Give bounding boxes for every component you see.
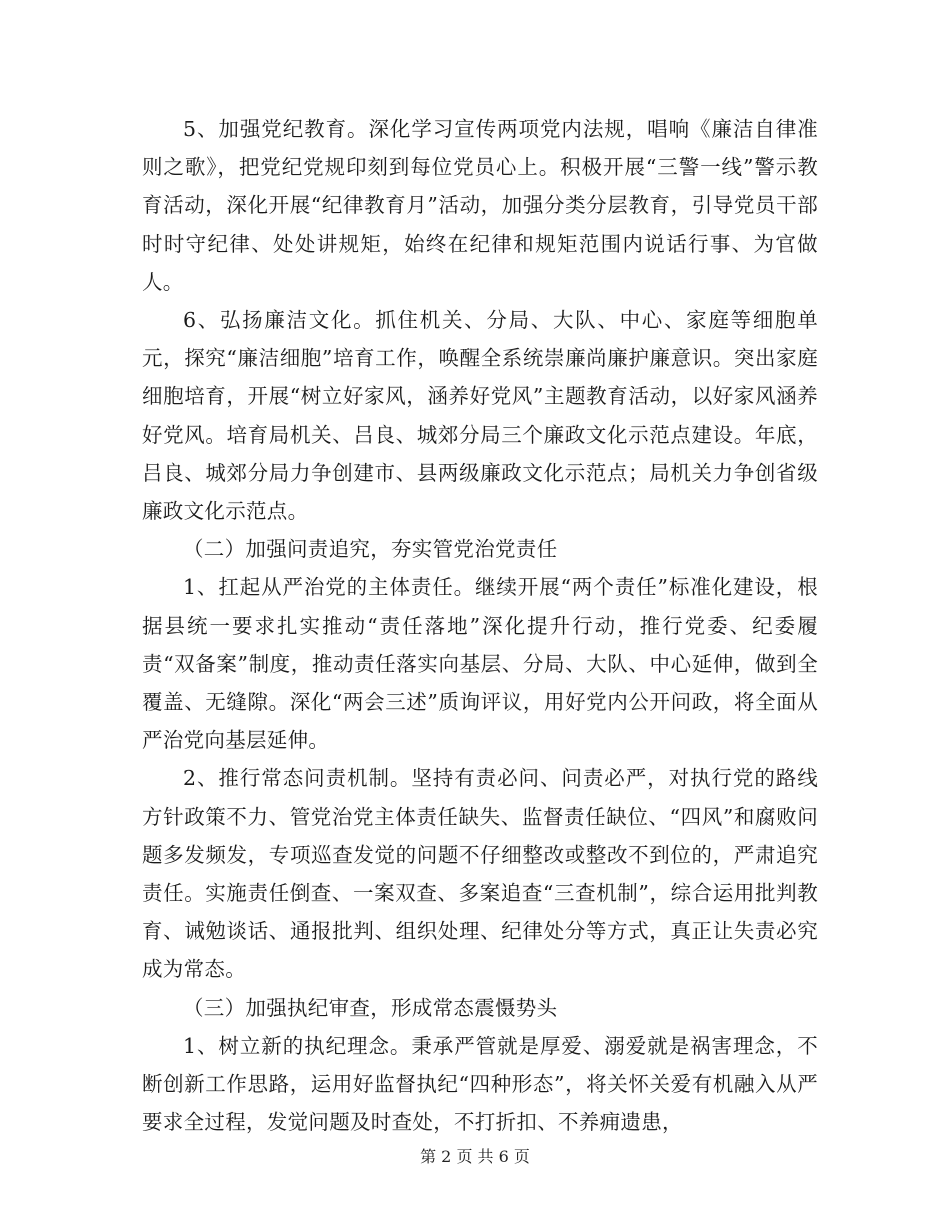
page-number: 第 2 页 共 6 页 — [420, 1147, 530, 1166]
section-heading-discipline-review: （三）加强执纪审查，形成常态震慑势头 — [183, 995, 558, 1020]
section-heading-accountability: （二）加强问责追究，夯实管党治党责任 — [183, 537, 558, 562]
paragraph-party-discipline-education: 5、加强党纪教育。深化学习宣传两项党内法规，唱响《廉洁自律准则之歌》，把党纪党规印刻到每位党员心上。积极开展“三警一线”警示教育活动，深化开展“纪律教育月”活动，加强分类分层教育，引导党员干部时时守纪律、处处讲规矩，始终在纪律和规矩范围内说话行事、为官做人。 — [142, 117, 818, 294]
paragraph-clean-culture: 6、弘扬廉洁文化。抓住机关、分局、大队、中心、家庭等细胞单元，探究“廉洁细胞”培育工作，唤醒全系统崇廉尚廉护廉意识。突出家庭细胞培育，开展“树立好家风，涵养好党风”主题教育活动，以好家风涵养好党风。培育局机关、吕良、城郊分局三个廉政文化示范点建设。年底，吕良、城郊分局力争创建市、县两级廉政文化示范点；局机关力争创省级廉政文化示范点。 — [142, 308, 818, 524]
paragraph-main-responsibility: 1、扛起从严治党的主体责任。继续开展“两个责任”标准化建设，根据县统一要求扎实推动“责任落地”深化提升行动，推行党委、纪委履责“双备案”制度，推动责任落实向基层、分局、大队、中心延伸，做到全覆盖、无缝隙。深化“两会三述”质询评议，用好党内公开问政，将全面从严治党向基层延伸。 — [142, 575, 818, 753]
paragraph-accountability-mechanism: 2、推行常态问责机制。坚持有责必问、问责必严，对执行党的路线方针政策不力、管党治党主体责任缺失、监督责任缺位、“四风”和腐败问题多发频发，专项巡查发觉的问题不仔细整改或整改不到位的，严肃追究责任。实施责任倒查、一案双查、多案追查“三查机制”，综合运用批判教育、诫勉谈话、通报批判、组织处理、纪律处分等方式，真正让失责必究成为常态。 — [142, 766, 818, 982]
paragraph-discipline-philosophy: 1、树立新的执纪理念。秉承严管就是厚爱、溺爱就是祸害理念，不断创新工作思路，运用好监督执纪“四种形态”，将关怀关爱有机融入从严要求全过程，发觉问题及时查处，不打折扣、不养痈遗患， — [142, 1033, 818, 1135]
document-body — [142, 110, 818, 1141]
